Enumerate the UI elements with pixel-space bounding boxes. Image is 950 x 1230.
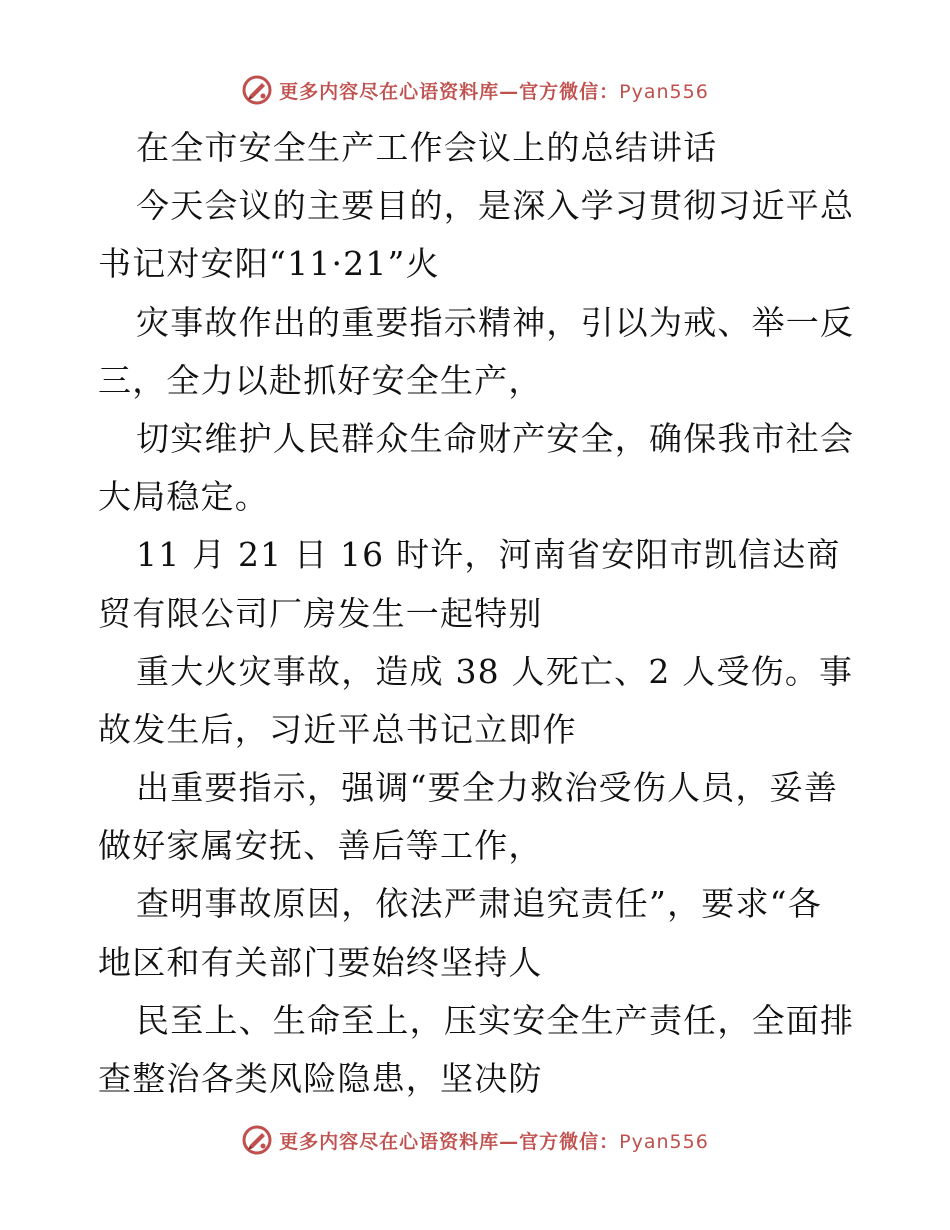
body-line: 灾事故作出的重要指示精神，引以为戒、举一反 xyxy=(136,302,855,342)
watermark-header xyxy=(0,70,950,110)
watermark-footer xyxy=(0,1120,950,1160)
document-body xyxy=(98,119,858,1108)
body-line: 查整治各类风险隐患，坚决防 xyxy=(98,1059,543,1098)
body-line: 贸有限公司厂房发生一起特别 xyxy=(98,593,543,633)
body-line: 今天会议的主要目的，是深入学习贯彻习近平总 xyxy=(136,186,855,226)
body-line: 民至上、生命至上，压实安全生产责任，全面排 xyxy=(136,1000,855,1040)
body-line: 重大火灾事故，造成 38 人死亡、2 人受伤。事 xyxy=(136,651,854,691)
body-line: 三，全力以赴抓好安全生产， xyxy=(98,360,543,400)
document-title: 在全市安全生产工作会议上的总结讲话 xyxy=(136,128,718,167)
body-line: 查明事故原因，依法严肃追究责任”，要求“各 xyxy=(136,884,822,924)
body-line: 故发生后，习近平总书记立即作 xyxy=(98,709,577,749)
body-line: 大局稳定。 xyxy=(98,477,269,517)
body-line: 出重要指示，强调“要全力救治受伤人员，妥善 xyxy=(136,768,839,808)
body-line: 11 月 21 日 16 时许，河南省安阳市凯信达商 xyxy=(136,535,841,575)
logo-icon xyxy=(241,1124,273,1156)
wechat-id: Pyan556 xyxy=(619,1130,709,1153)
watermark-text: 更多内容尽在心语资料库—官方微信：Pyan556 xyxy=(279,80,709,103)
body-line: 地区和有关部门要始终坚持人 xyxy=(98,942,543,982)
body-line: 做好家属安抚、善后等工作， xyxy=(98,826,543,866)
watermark-text: 更多内容尽在心语资料库—官方微信：Pyan556 xyxy=(279,1130,709,1153)
body-line: 切实维护人民群众生命财产安全，确保我市社会 xyxy=(136,418,855,458)
logo-icon xyxy=(241,74,273,106)
body-line: 书记对安阳“11·21”火 xyxy=(98,244,440,284)
wechat-id: Pyan556 xyxy=(619,80,709,103)
